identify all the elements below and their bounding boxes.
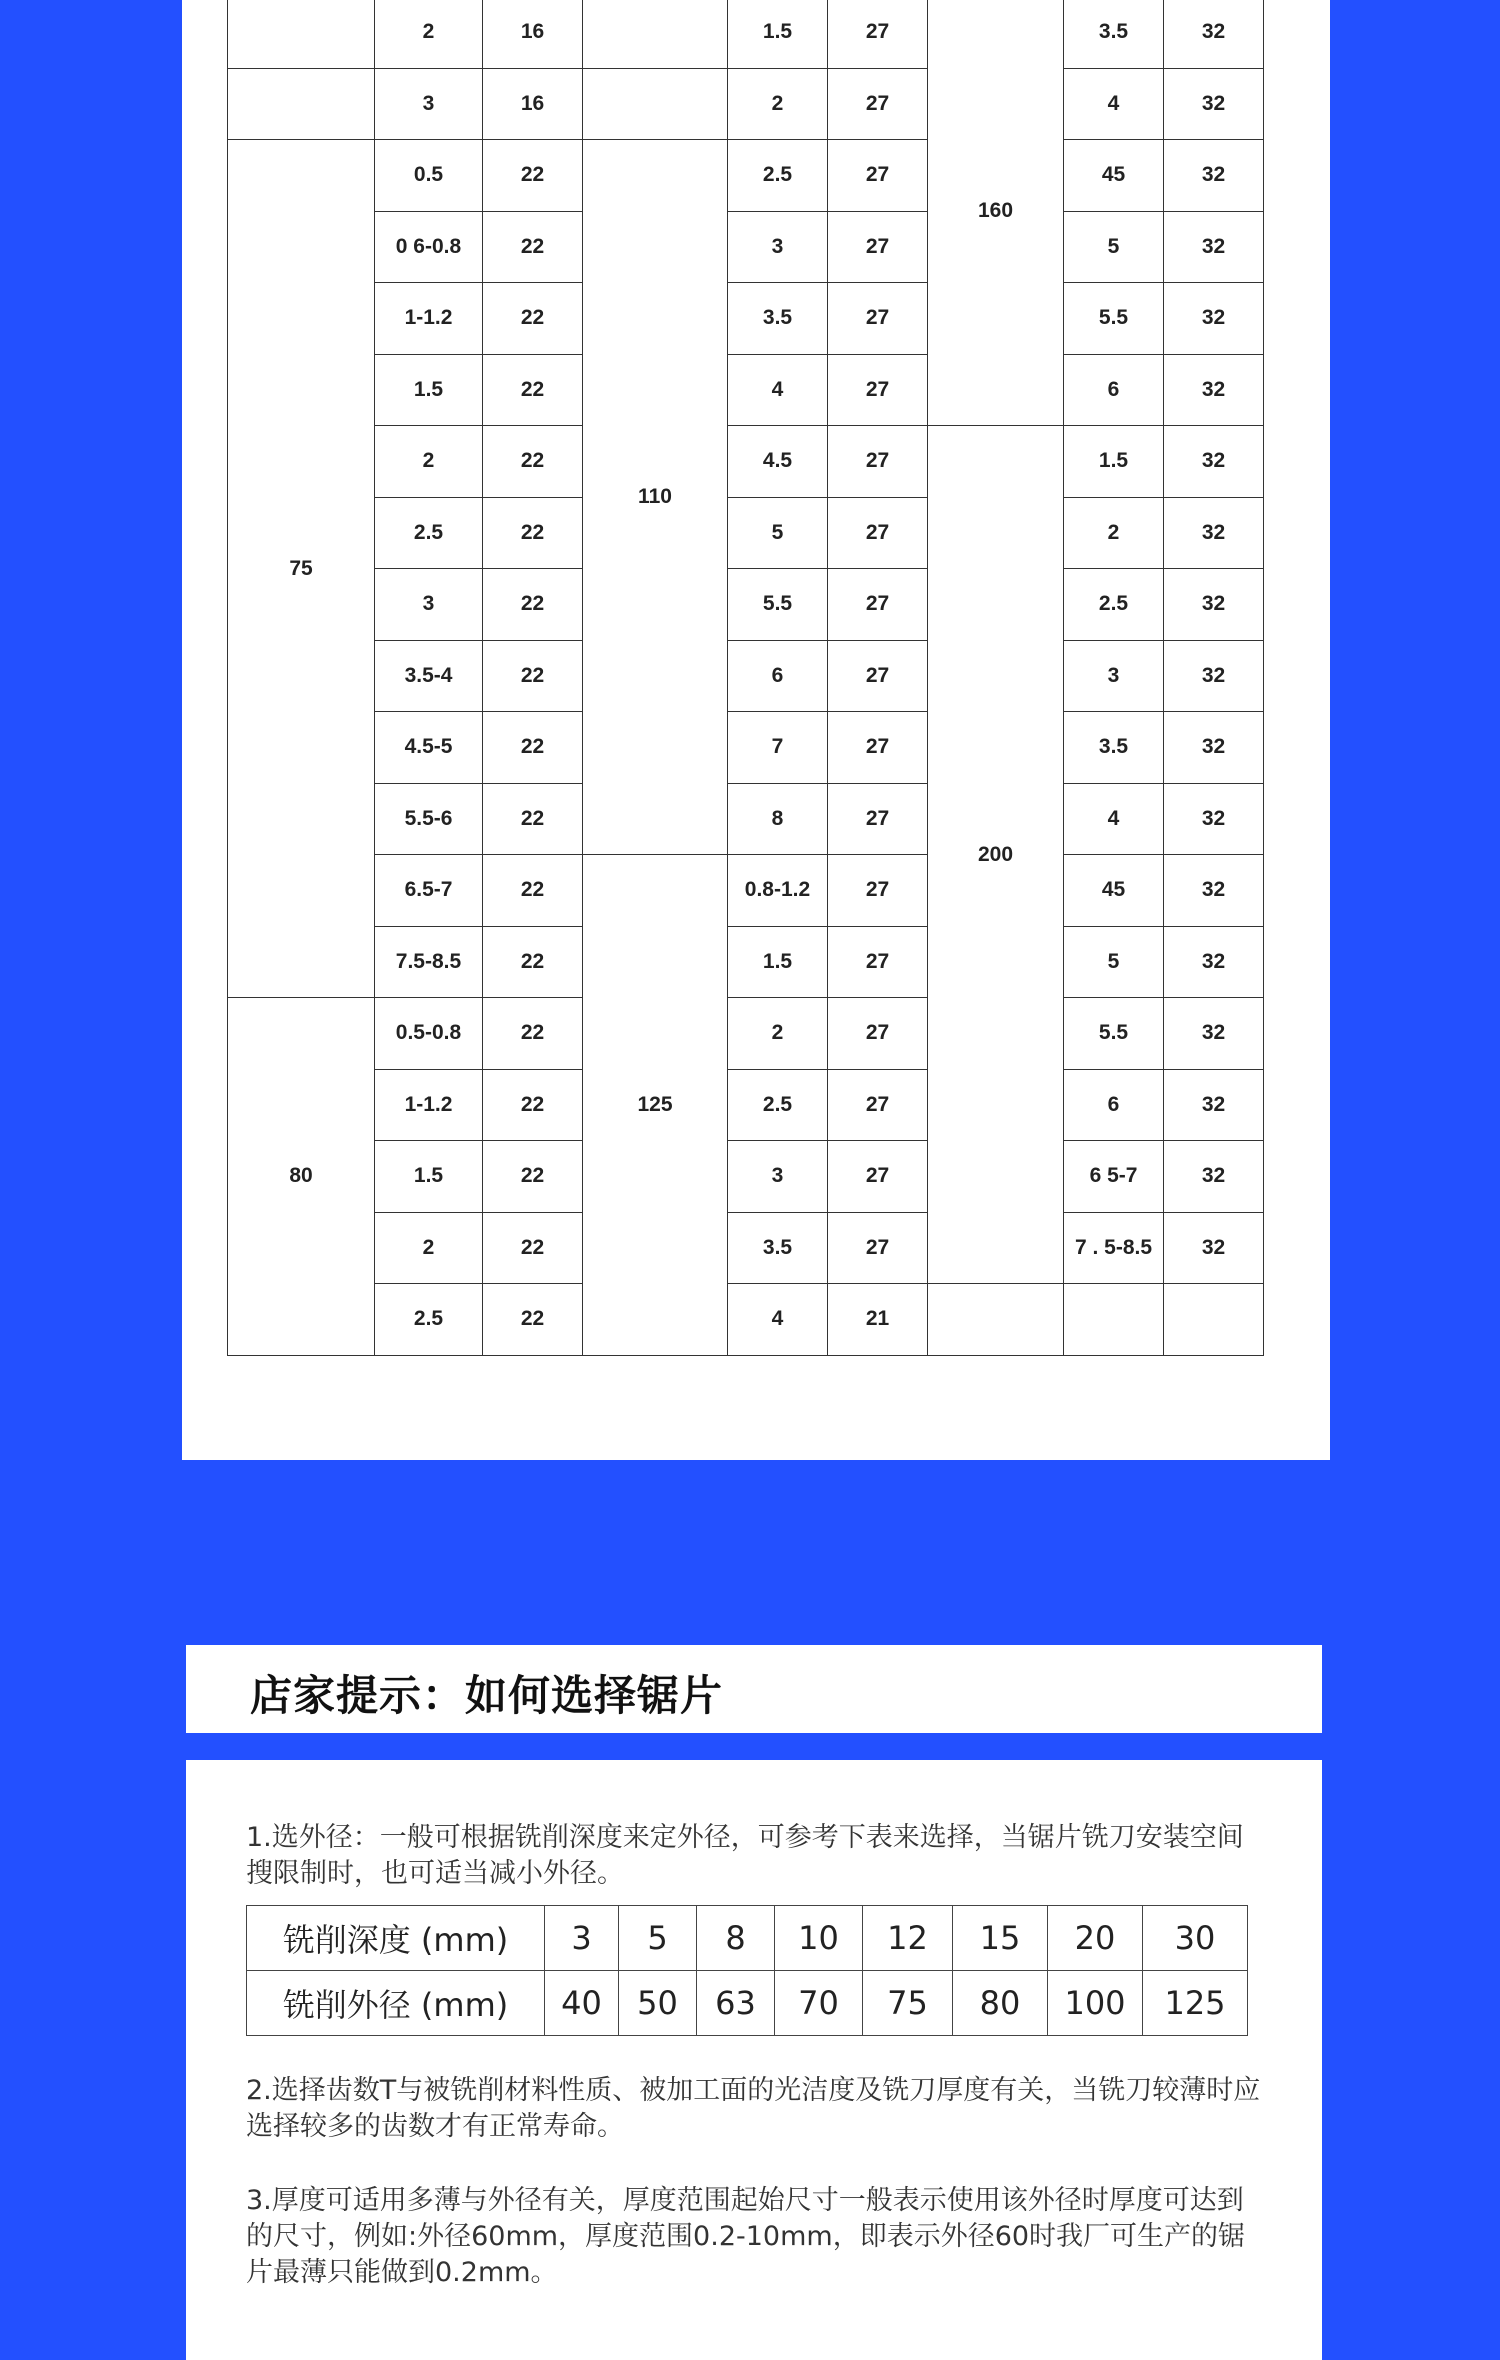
table-cell [928, 1284, 1064, 1356]
table-row [228, 497, 1264, 569]
table-cell: 2 [375, 426, 483, 498]
table-cell: 27 [828, 640, 928, 712]
table-cell [1164, 1284, 1264, 1356]
table-cell: 27 [828, 211, 928, 283]
spec-sheet [182, 0, 1330, 1460]
table-cell: 45 [1064, 855, 1164, 927]
table-cell: 5 [1064, 211, 1164, 283]
table-cell: 7 . 5-8.5 [1064, 1212, 1164, 1284]
depth-value-cell: 5 [619, 1906, 697, 1971]
depth-row [247, 1906, 1248, 1971]
table-cell: 22 [483, 712, 583, 784]
table-row [228, 211, 1264, 283]
depth-value-cell: 20 [1048, 1906, 1143, 1971]
table-cell: 32 [1164, 211, 1264, 283]
table-cell: 1.5 [1064, 426, 1164, 498]
table-row [228, 1141, 1264, 1213]
table-row [228, 926, 1264, 998]
table-cell: 32 [1164, 354, 1264, 426]
table-cell: 2.5 [375, 1284, 483, 1356]
table-cell: 27 [828, 1212, 928, 1284]
tip-paragraph-1: 1.选外径：一般可根据铣削深度来定外径，可参考下表来选择，当锯片铣刀安装空间搜限制时，也可适当减小外径。 [246, 1822, 1244, 1889]
tip-title: 店家提示：如何选择锯片 [250, 1671, 724, 1720]
table-row [228, 1284, 1264, 1356]
table-cell: 6 5-7 [1064, 1141, 1164, 1213]
table-cell: 45 [1064, 140, 1164, 212]
table-row [228, 569, 1264, 641]
table-cell: 80 [228, 998, 375, 1356]
tip-header [186, 1645, 1322, 1733]
table-row [228, 283, 1264, 355]
table-row [228, 712, 1264, 784]
table-cell: 27 [828, 497, 928, 569]
table-cell: 16 [483, 68, 583, 140]
depth-value-cell: 15 [953, 1906, 1048, 1971]
table-cell: 0.5 [375, 140, 483, 212]
table-cell: 27 [828, 712, 928, 784]
table-row [228, 354, 1264, 426]
table-cell: 6 [1064, 1069, 1164, 1141]
table-cell: 27 [828, 569, 928, 641]
table-cell: 22 [483, 1212, 583, 1284]
table-row [228, 0, 1264, 68]
table-cell: 27 [828, 68, 928, 140]
table-cell: 27 [828, 998, 928, 1070]
diameter-value-cell: 75 [863, 1971, 953, 2036]
depth-value-cell: 30 [1143, 1906, 1248, 1971]
table-cell: 2 [728, 998, 828, 1070]
diameter-value-cell: 40 [545, 1971, 619, 2036]
table-row [228, 68, 1264, 140]
diameter-value-cell: 50 [619, 1971, 697, 2036]
table-cell: 32 [1164, 68, 1264, 140]
table-row [228, 855, 1264, 927]
table-cell: 0 6-0.8 [375, 211, 483, 283]
table-cell: 2.5 [375, 497, 483, 569]
table-cell: 3.5 [1064, 712, 1164, 784]
table-cell: 5.5 [728, 569, 828, 641]
table-cell: 32 [1164, 140, 1264, 212]
table-cell: 0.5-0.8 [375, 998, 483, 1070]
diameter-row-label: 铣削外径 (mm) [247, 1971, 545, 2036]
table-cell: 3.5 [728, 1212, 828, 1284]
table-cell: 22 [483, 1141, 583, 1213]
table-cell: 32 [1164, 497, 1264, 569]
table-cell: 32 [1164, 998, 1264, 1070]
table-cell: 27 [828, 855, 928, 927]
depth-value-cell: 12 [863, 1906, 953, 1971]
table-cell: 3.5 [1064, 0, 1164, 68]
table-cell: 1.5 [375, 1141, 483, 1213]
table-cell [583, 68, 728, 140]
table-cell: 8 [728, 783, 828, 855]
table-cell: 5 [728, 497, 828, 569]
table-cell: 3 [728, 1141, 828, 1213]
table-cell: 32 [1164, 1212, 1264, 1284]
table-cell: 160 [928, 0, 1064, 426]
table-cell: 27 [828, 0, 928, 68]
table-cell: 5.5 [1064, 283, 1164, 355]
table-cell: 22 [483, 640, 583, 712]
tip-body [186, 1760, 1322, 2360]
table-cell: 6.5-7 [375, 855, 483, 927]
table-cell: 2 [375, 0, 483, 68]
table-row [228, 140, 1264, 212]
table-cell: 21 [828, 1284, 928, 1356]
table-cell: 2 [375, 1212, 483, 1284]
table-cell: 32 [1164, 640, 1264, 712]
table-cell [228, 68, 375, 140]
table-cell: 4 [728, 354, 828, 426]
diameter-value-cell: 100 [1048, 1971, 1143, 2036]
table-cell: 3 [1064, 640, 1164, 712]
table-cell: 4 [1064, 783, 1164, 855]
table-cell: 32 [1164, 283, 1264, 355]
table-cell: 0.8-1.2 [728, 855, 828, 927]
table-cell: 22 [483, 569, 583, 641]
table-cell: 32 [1164, 569, 1264, 641]
table-cell [228, 0, 375, 68]
diameter-value-cell: 125 [1143, 1971, 1248, 2036]
table-cell: 1.5 [375, 354, 483, 426]
table-cell: 32 [1164, 1069, 1264, 1141]
table-cell: 32 [1164, 0, 1264, 68]
table-cell: 27 [828, 1069, 928, 1141]
table-cell: 5.5-6 [375, 783, 483, 855]
table-cell: 22 [483, 998, 583, 1070]
table-row [228, 1212, 1264, 1284]
table-cell: 22 [483, 140, 583, 212]
table-cell: 110 [583, 140, 728, 855]
table-cell: 7.5-8.5 [375, 926, 483, 998]
diameter-row [247, 1971, 1248, 2036]
table-cell: 22 [483, 1069, 583, 1141]
table-cell: 22 [483, 1284, 583, 1356]
table-cell: 22 [483, 283, 583, 355]
table-cell: 2 [728, 68, 828, 140]
table-cell: 27 [828, 783, 928, 855]
table-cell: 22 [483, 855, 583, 927]
table-cell: 4.5 [728, 426, 828, 498]
table-cell [583, 0, 728, 68]
table-cell: 4 [728, 1284, 828, 1356]
table-cell: 3 [375, 68, 483, 140]
table-cell: 3 [375, 569, 483, 641]
depth-row-label: 铣削深度 (mm) [247, 1906, 545, 1971]
table-cell: 2 [1064, 497, 1164, 569]
table-row [228, 998, 1264, 1070]
table-cell: 200 [928, 426, 1064, 1284]
table-cell: 1.5 [728, 0, 828, 68]
table-cell: 6 [728, 640, 828, 712]
table-cell: 27 [828, 354, 928, 426]
table-row [228, 783, 1264, 855]
table-cell: 27 [828, 140, 928, 212]
table-cell: 125 [583, 855, 728, 1356]
diameter-value-cell: 80 [953, 1971, 1048, 2036]
diameter-value-cell: 63 [697, 1971, 775, 2036]
table-cell: 5.5 [1064, 998, 1164, 1070]
depth-diameter-table [246, 1905, 1248, 2036]
depth-value-cell: 10 [775, 1906, 863, 1971]
table-cell: 32 [1164, 926, 1264, 998]
table-cell: 3.5-4 [375, 640, 483, 712]
table-cell: 22 [483, 211, 583, 283]
tip-paragraph-3: 3.厚度可适用多薄与外径有关，厚度范围起始尺寸一般表示使用该外径时厚度可达到的尺寸，例如:外径60mm，厚度范围0.2-10mm，即表示外径60时我厂可生产的锯片最薄只能做到0.2mm。 [246, 2185, 1246, 2288]
table-row [228, 640, 1264, 712]
depth-value-cell: 3 [545, 1906, 619, 1971]
table-cell: 22 [483, 354, 583, 426]
table-cell: 2.5 [1064, 569, 1164, 641]
table-cell: 3.5 [728, 283, 828, 355]
table-cell: 32 [1164, 1141, 1264, 1213]
tip-paragraph-2: 2.选择齿数T与被铣削材料性质、被加工面的光洁度及铣刀厚度有关，当铣刀较薄时应选择较多的齿数才有正常寿命。 [246, 2075, 1261, 2142]
table-cell: 27 [828, 926, 928, 998]
table-row [228, 1069, 1264, 1141]
table-cell: 2.5 [728, 1069, 828, 1141]
table-cell: 1.5 [728, 926, 828, 998]
table-cell: 22 [483, 783, 583, 855]
table-cell: 1-1.2 [375, 283, 483, 355]
table-cell: 22 [483, 926, 583, 998]
table-cell: 22 [483, 497, 583, 569]
table-cell: 32 [1164, 426, 1264, 498]
table-cell: 3 [728, 211, 828, 283]
diameter-value-cell: 70 [775, 1971, 863, 2036]
depth-value-cell: 8 [697, 1906, 775, 1971]
spec-table [227, 0, 1264, 1356]
table-cell: 4.5-5 [375, 712, 483, 784]
table-cell [1064, 1284, 1164, 1356]
table-cell: 27 [828, 1141, 928, 1213]
table-cell: 27 [828, 283, 928, 355]
table-cell: 6 [1064, 354, 1164, 426]
table-cell: 5 [1064, 926, 1164, 998]
table-cell: 16 [483, 0, 583, 68]
table-cell: 27 [828, 426, 928, 498]
table-cell: 32 [1164, 855, 1264, 927]
table-row [228, 426, 1264, 498]
table-cell: 32 [1164, 712, 1264, 784]
table-cell: 2.5 [728, 140, 828, 212]
table-cell: 32 [1164, 783, 1264, 855]
table-cell: 4 [1064, 68, 1164, 140]
table-cell: 22 [483, 426, 583, 498]
table-cell: 75 [228, 140, 375, 998]
table-cell: 7 [728, 712, 828, 784]
table-cell: 1-1.2 [375, 1069, 483, 1141]
